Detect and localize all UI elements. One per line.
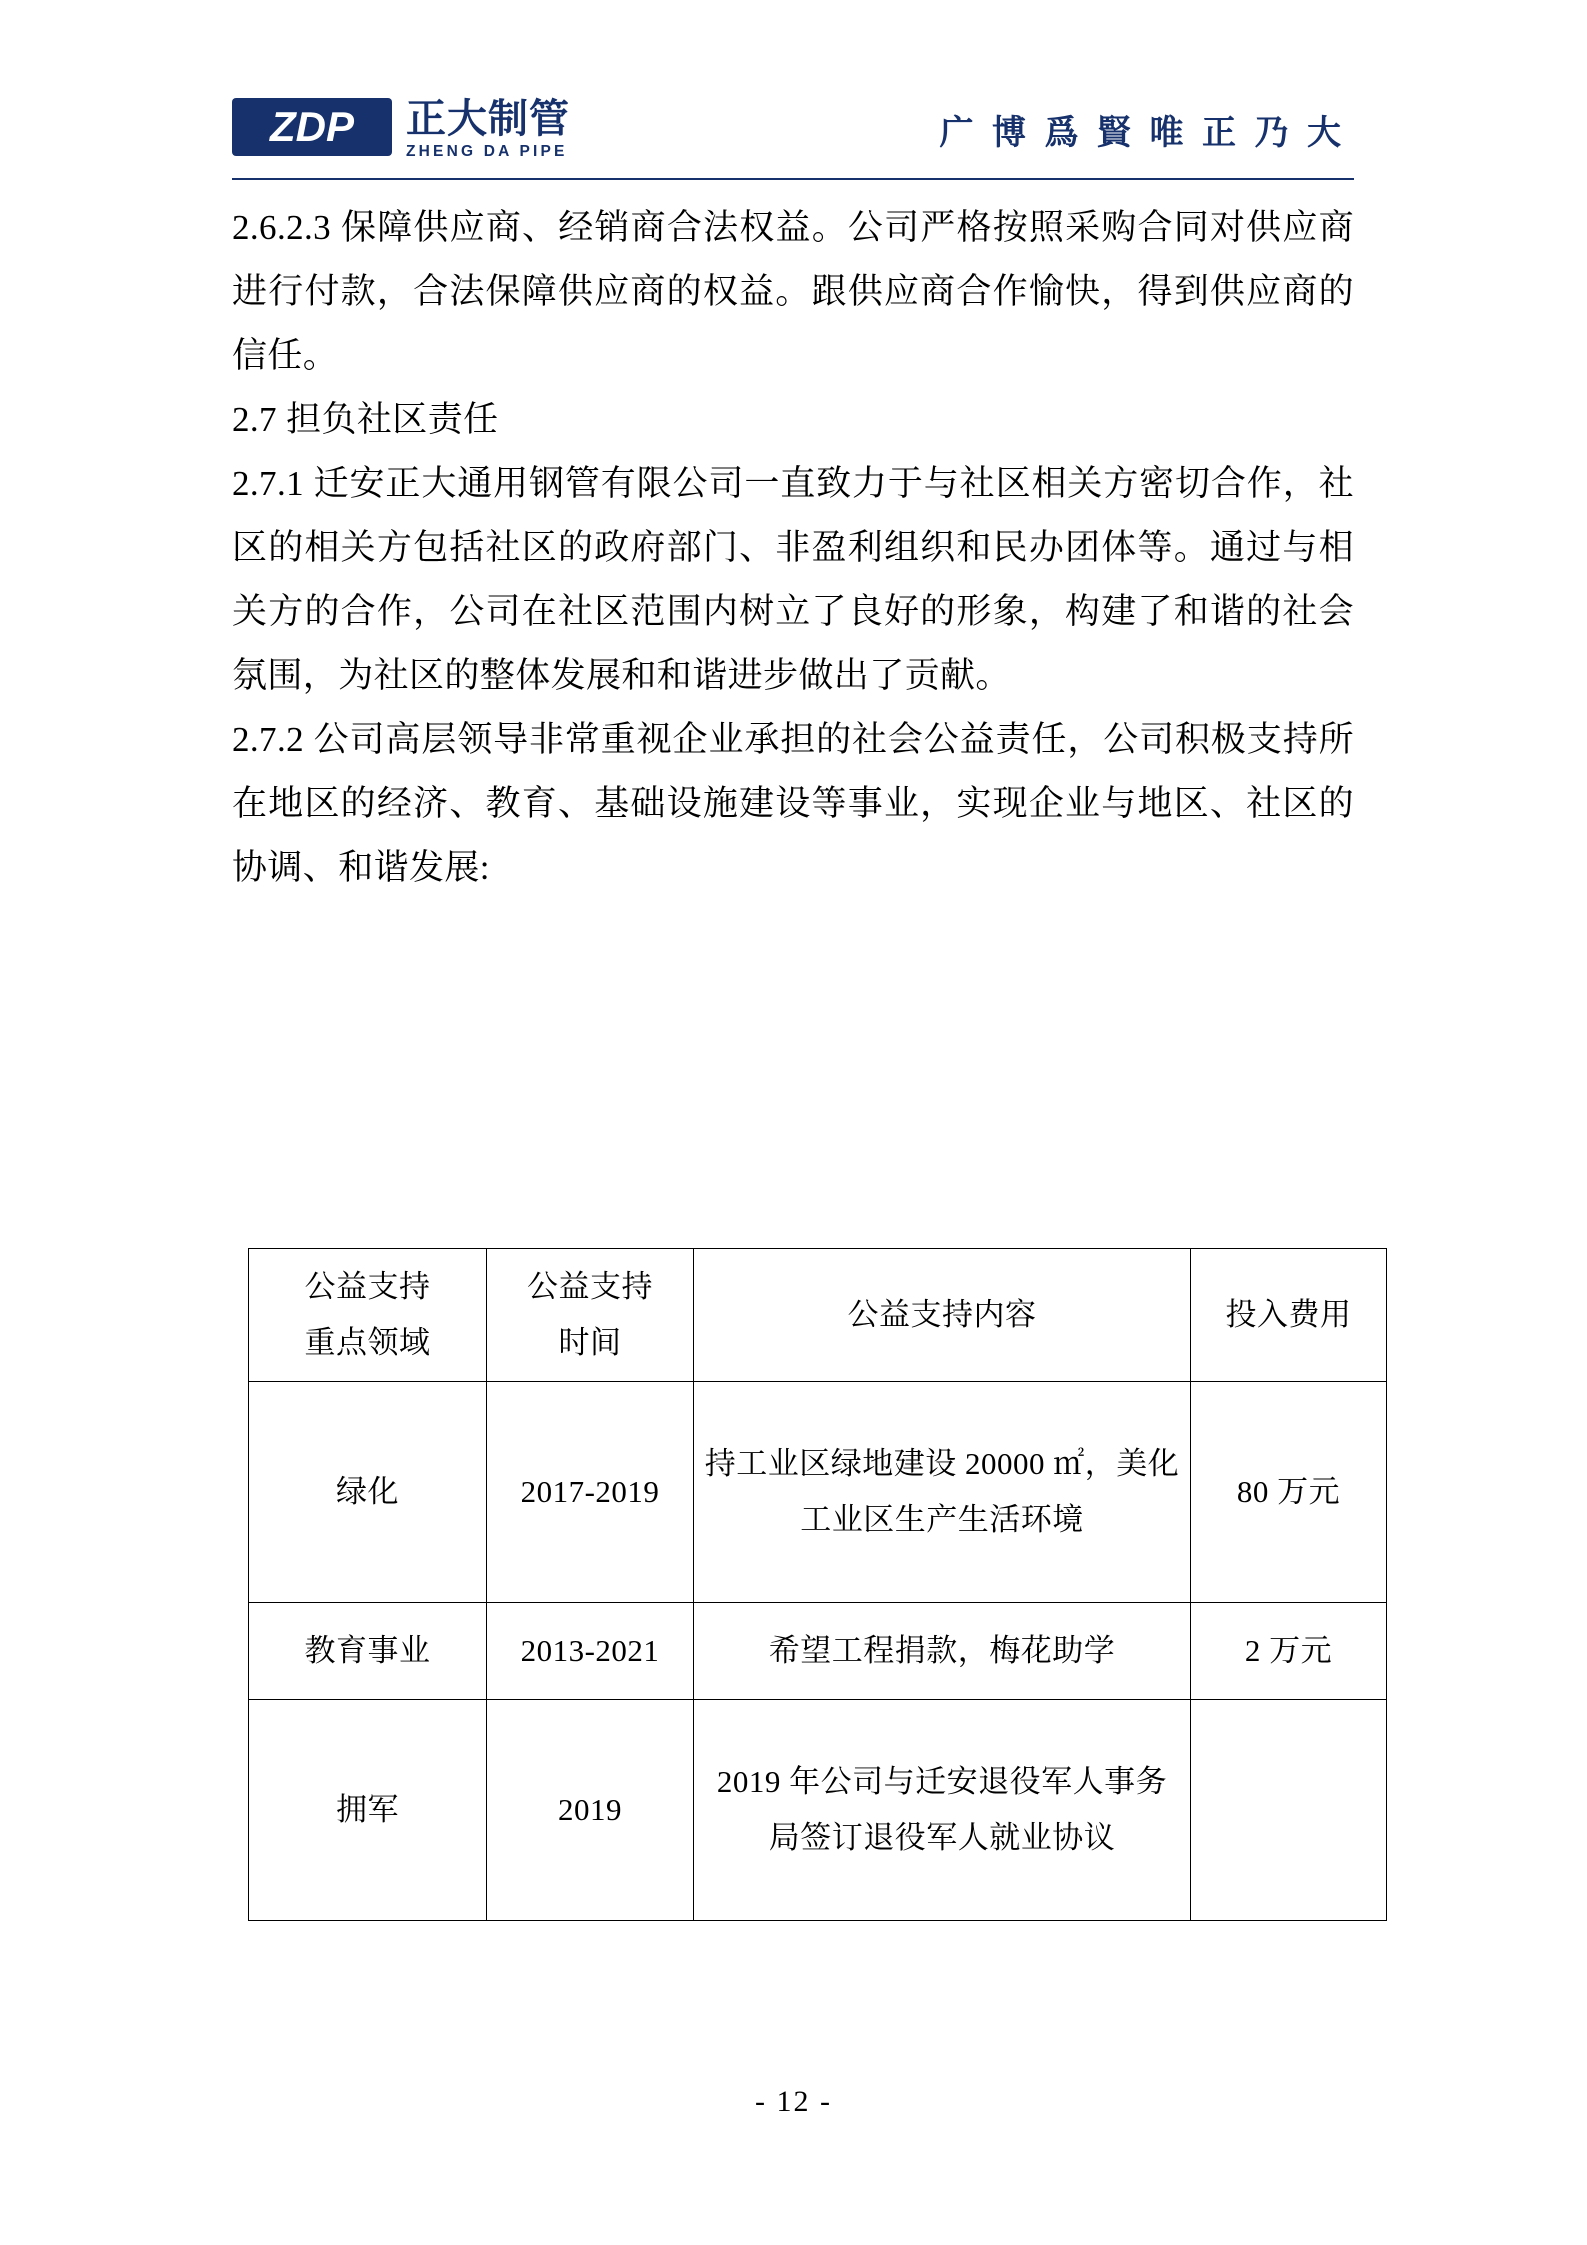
cell-field: 教育事业 [249,1603,487,1700]
header-divider [232,178,1354,180]
header-time-line1: 公益支持 [527,1269,653,1304]
cell-content: 2019 年公司与迁安退役军人事务局签订退役军人就业协议 [694,1700,1191,1921]
heading-2-7: 2.7 担负社区责任 [232,400,499,439]
cell-content: 持工业区绿地建设 20000 ㎡，美化工业区生产生活环境 [694,1382,1191,1603]
header-cell-content: 公益支持内容 [694,1249,1191,1382]
company-slogan: 广 博 爲 賢 唯 正 乃 大 [939,114,1346,152]
svg-text:ZDP: ZDP [270,102,354,150]
logo-company-en: ZHENG DA PIPE [406,142,568,160]
zdp-logo-icon [232,98,392,161]
table-header-row [249,1249,1387,1382]
header-cell-time [487,1249,694,1382]
company-logo [232,98,570,161]
header-cell-field [249,1249,487,1382]
header-time-line2: 时间 [558,1325,622,1360]
logo-company-cn: 正大制管 [406,96,570,141]
cell-field: 拥军 [249,1700,487,1921]
paragraph-2-7-1: 2.7.1 迁安正大通用钢管有限公司一直致力于与社区相关方密切合作，社区的相关方包括社区的政府部门、非盈利组织和民办团体等。通过与相关方的合作，公司在社区范围内树立了良好的形象，构建了和谐的社会氛围，为社区的整体发展和和谐进步做出了贡献。 [232,464,1354,695]
cell-cost: 2 万元 [1191,1603,1387,1700]
table-row [249,1603,1387,1700]
cell-time: 2017-2019 [487,1382,694,1603]
cell-cost: 80 万元 [1191,1382,1387,1603]
page-number: - 12 - [755,2085,832,2118]
table-row [249,1700,1387,1921]
header-cell-cost: 投入费用 [1191,1249,1387,1382]
paragraph-2-7-2: 2.7.2 公司高层领导非常重视企业承担的社会公益责任，公司积极支持所在地区的经济、教育、基础设施建设等事业，实现企业与地区、社区的协调、和谐发展: [232,720,1354,887]
header-field-line2: 重点领域 [304,1325,431,1360]
table-row [249,1382,1387,1603]
document-body [232,196,1354,900]
logo-wordmark [406,96,570,160]
public-welfare-table-wrapper [248,1248,1352,1921]
public-welfare-table [248,1248,1387,1921]
header-field-line1: 公益支持 [304,1269,431,1304]
cell-content: 希望工程捐款，梅花助学 [694,1603,1191,1700]
cell-time: 2013-2021 [487,1603,694,1700]
cell-cost [1191,1700,1387,1921]
paragraph-2-6-2-3: 2.6.2.3 保障供应商、经销商合法权益。公司严格按照采购合同对供应商进行付款，合法保障供应商的权益。跟供应商合作愉快，得到供应商的信任。 [232,208,1354,375]
page-header [232,86,1352,172]
cell-field: 绿化 [249,1382,487,1603]
cell-time: 2019 [487,1700,694,1921]
